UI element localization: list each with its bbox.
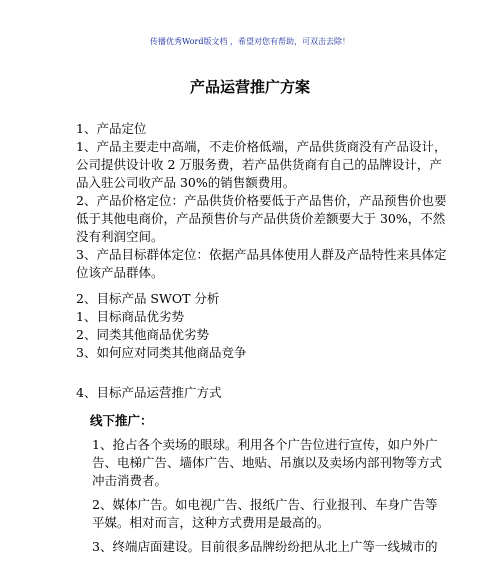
text-line: 3、如何应对同类其他商品竞争 xyxy=(76,345,247,360)
text-line: 2、产品价格定位：产品供货价格要低于产品售价，产品预售价也要 xyxy=(76,193,447,208)
text-line: 1、产品主要走中高端，不走价格低端，产品供货商没有产品设计， xyxy=(76,139,447,154)
text-line: 2、媒体广告。如电视广告、报纸广告、行业报刊、车身广告等 xyxy=(92,497,438,512)
text-line: 1、产品定位 xyxy=(76,121,147,136)
section-heading: 2、目标产品 SWOT 分析 xyxy=(76,291,220,306)
text-line: 2、同类其他商品优劣势 xyxy=(76,327,209,342)
text-line: 品入驻公司收产品 30%的销售额费用。 xyxy=(76,175,296,190)
subheading: 线下推广： xyxy=(90,413,153,428)
text-line: 低于其他电商价，产品预售价与产品供货价差额要大于 30%，不然 xyxy=(76,211,446,226)
text-line: 1、目标商品优劣势 xyxy=(76,309,184,324)
text-line: 位该产品群体。 xyxy=(76,265,164,280)
text-line: 公司提供设计收 2 万服务费，若产品供货商有自己的品牌设计，产 xyxy=(76,157,442,172)
section-heading: 4、目标产品运营推广方式 xyxy=(76,385,222,400)
text-line: 平媒。相对而言，这种方式费用是最高的。 xyxy=(92,515,330,530)
text-line: 冲击消费者。 xyxy=(92,473,168,488)
text-line: 1、抢占各个卖场的眼球。利用各个广告位进行宣传，如户外广 xyxy=(92,437,438,452)
text-line: 没有利润空间。 xyxy=(76,229,164,244)
page-title: 产品运营推广方案 xyxy=(189,78,310,96)
header-banner: 传播优秀Word版文档 ，希望对您有帮助，可双击去除！ xyxy=(150,37,350,46)
text-line: 3、终端店面建设。目前很多品牌纷纷把从北上广等一线城市的 xyxy=(92,539,438,554)
text-line: 3、产品目标群体定位：依据产品具体使用人群及产品特性来具体定 xyxy=(76,247,447,262)
text-line: 告、电梯广告、墙体广告、地贴、吊旗以及卖场内部刊物等方式 xyxy=(92,455,443,470)
